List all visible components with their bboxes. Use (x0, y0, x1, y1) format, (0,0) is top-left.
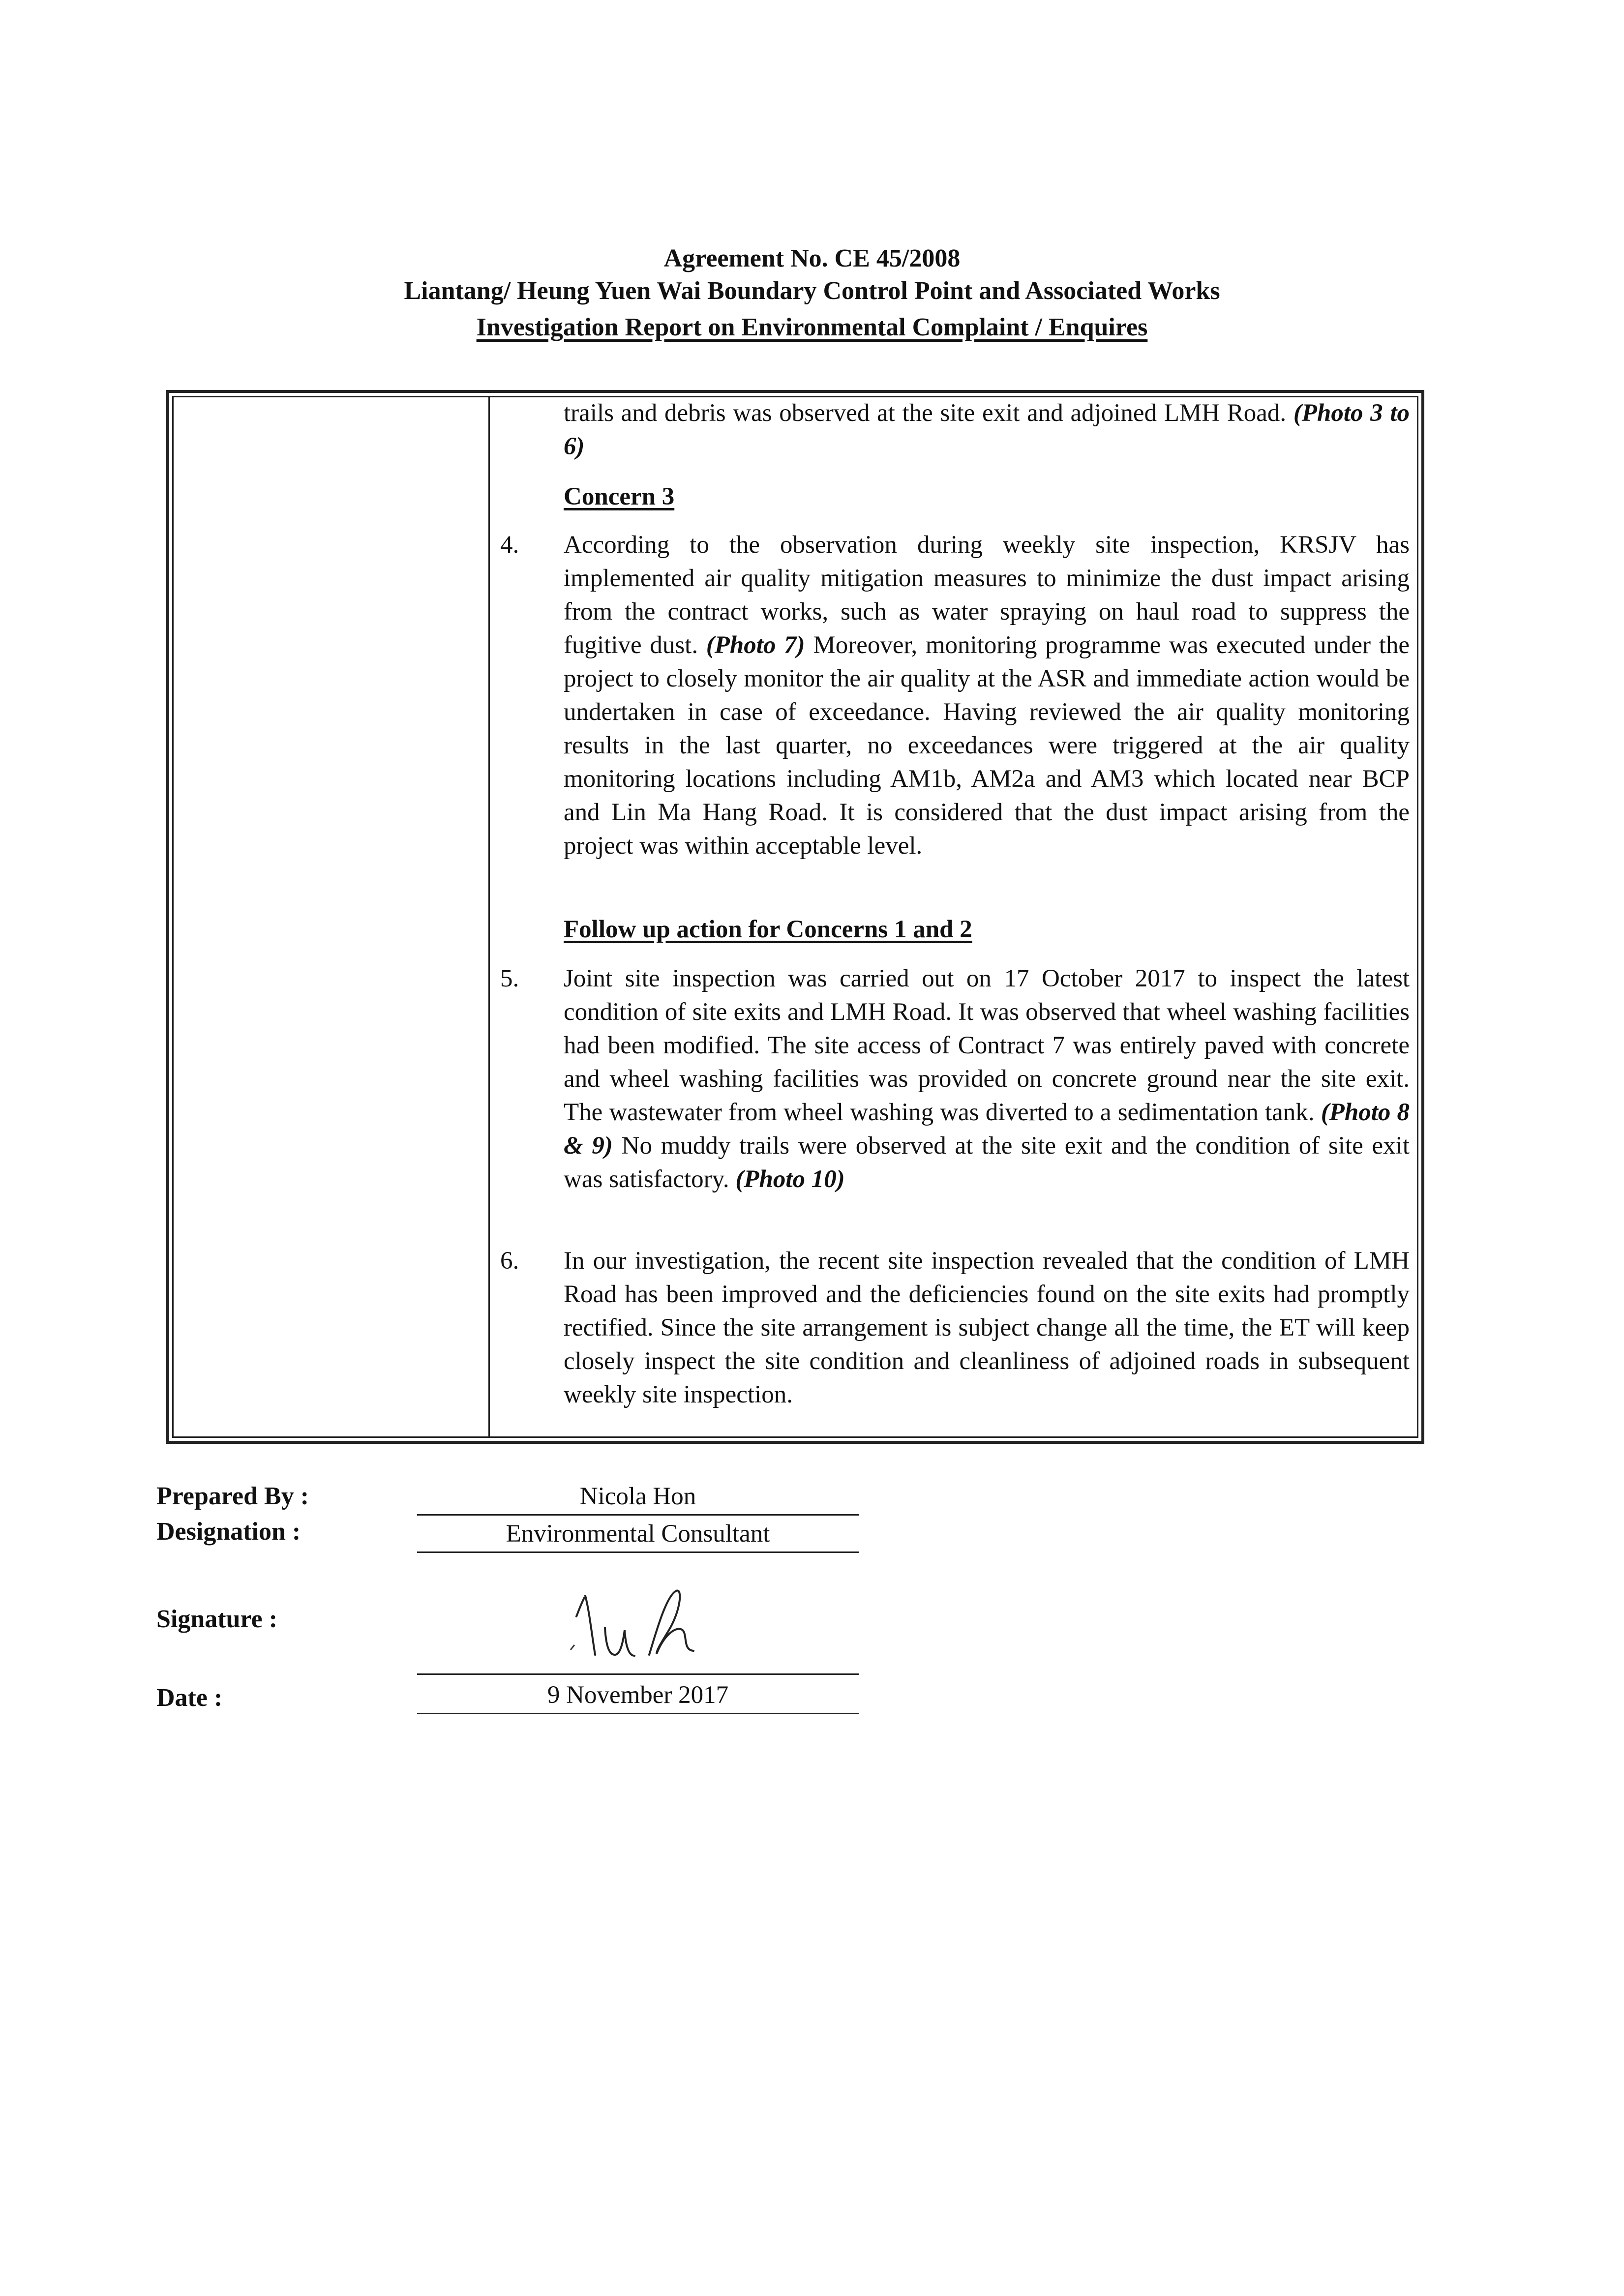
paragraph-4 (564, 528, 1410, 863)
paragraph-4-text-a: According to the observation during weekly site inspection, KRSJV has implemented air quality mitigation measures to minimize the dust impact arising from the contract works, such as water spraying on haul road to suppress the fugitive dust. (564, 531, 1410, 659)
signature-label: Signature : (156, 1605, 278, 1633)
photo-reference: (Photo 8 & 9) (564, 1099, 1410, 1160)
paragraph-number-6: 6. (500, 1247, 519, 1275)
date-rule (417, 1713, 859, 1714)
document-header (0, 242, 1624, 344)
paragraph-5-text-b: No muddy trails were observed at the site exit and the condition of site exit was satisfactory. (564, 1132, 1410, 1193)
designation-rule (417, 1551, 859, 1553)
photo-reference: (Photo 7) (706, 631, 805, 659)
paragraph-5 (564, 962, 1410, 1196)
continuation-text: trails and debris was observed at the site exit and adjoined LMH Road. (564, 399, 1287, 427)
prepared-by-label: Prepared By : (156, 1482, 309, 1510)
paragraph-6-text: In our investigation, the recent site inspection revealed that the condition of LMH Road has been improved and the deficiencies found on the site exits had promptly rectified. Since the site arrangement is subject change all the time, the ET will keep closely inspect the site condition and cleanliness of adjoined roads in subsequent weekly site inspection. (564, 1247, 1410, 1408)
paragraph-6 (564, 1244, 1410, 1411)
designation-label: Designation : (156, 1518, 301, 1546)
photo-reference: (Photo 3 to 6) (564, 399, 1410, 460)
paragraph-number-4: 4. (500, 531, 519, 559)
date-label: Date : (156, 1684, 223, 1712)
date-value: 9 November 2017 (547, 1681, 729, 1709)
continuation-paragraph (564, 396, 1410, 463)
prepared-by-value: Nicola Hon (579, 1483, 696, 1510)
paragraph-5-text-a: Joint site inspection was carried out on 17 October 2017 to inspect the latest condition of site exits and LMH Road. It was observed that wheel washing facilities had been modified. The site access of Contract 7 was entirely paved with concrete and wheel washing facilities was provided on concrete ground near the site exit. The wastewater from wheel washing was diverted to a sedimentation tank. (564, 965, 1410, 1126)
handwritten-signature (551, 1576, 728, 1665)
report-title: Investigation Report on Environmental Complaint / Enquires (476, 313, 1148, 341)
agreement-number: Agreement No. CE 45/2008 (663, 244, 961, 272)
concern-3-heading: Concern 3 (564, 483, 675, 510)
signature-rule (417, 1673, 859, 1675)
paragraph-number-5: 5. (500, 965, 519, 992)
photo-reference: (Photo 10) (735, 1165, 845, 1193)
prepared-by-rule (417, 1514, 859, 1516)
follow-up-heading: Follow up action for Concerns 1 and 2 (564, 916, 972, 943)
designation-value: Environmental Consultant (506, 1520, 770, 1548)
table-column-divider (488, 397, 490, 1436)
paragraph-4-text-b: Moreover, monitoring programme was executed under the project to closely monitor the air quality at the ASR and immediate action would be undertaken in case of exceedance. Having reviewed the air quality monitoring results in the last quarter, no exceedances were triggered at the air quality monitoring locations including AM1b, AM2a and AM3 which located near BCP and Lin Ma Hang Road. It is considered that the dust impact arising from the project was within acceptable level. (564, 631, 1410, 860)
project-title: Liantang/ Heung Yuen Wai Boundary Control Point and Associated Works (404, 277, 1220, 305)
